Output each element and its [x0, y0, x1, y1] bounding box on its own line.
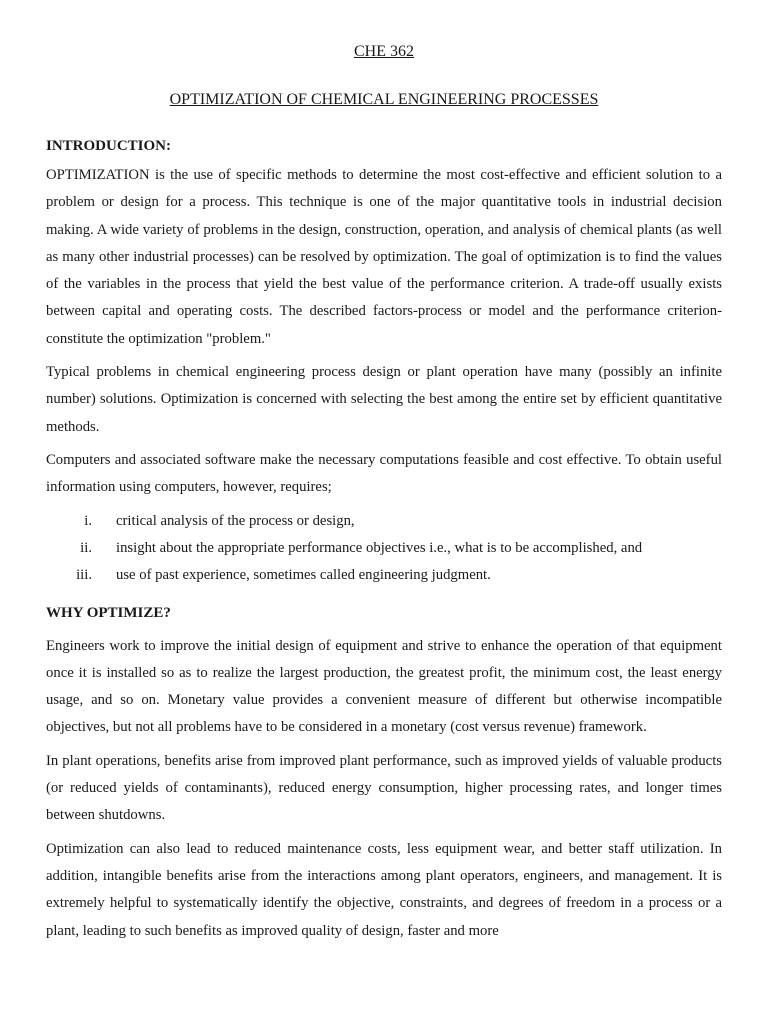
- why-paragraph-3: Optimization can also lead to reduced maintenance costs, less equipment wear, and better staff utilization. In addition, intangible benefits arise from the interactions among plant operators, engineers, and management. It is extremely helpful to systematically identify the objective, constraints, and degrees of freedom in a process or a plant, leading to such benefits as improved quality of design, faster and more: [46, 840, 722, 939]
- why-paragraph-1: Engineers work to improve the initial design of equipment and strive to enhance the operation of that equipment once it is installed so as to realize the largest production, the greatest profit, the minimum cost, the least energy usage, and so on. Monetary value provides a convenient measure of different but otherwise incompatible objectives, but not all problems have to be considered in a monetary (cost versus revenue) framework.: [46, 637, 722, 736]
- introduction-heading: INTRODUCTION:: [46, 138, 172, 154]
- intro-paragraph-3: Computers and associated software make the necessary computations feasible and cost effective. To obtain useful information using computers, however, requires;: [46, 451, 722, 496]
- list-item: [46, 508, 722, 535]
- document-page: [46, 40, 722, 951]
- list-item-text: use of past experience, sometimes called engineering judgment.: [116, 566, 491, 583]
- intro-paragraph-1: OPTIMIZATION is the use of specific methods to determine the most cost-effective and efficient solution to a problem or design for a process. This technique is one of the major quantitative tools in industrial decision making. A wide variety of problems in the design, construction, operation, and analysis of chemical plants (as well as many other industrial processes) can be resolved by optimization. The goal of optimization is to find the values of the variables in the process that yield the best value of the performance criterion. A trade-off usually exists between capital and operating costs. The described factors-process or model and the performance criterion-constitute the optimization "problem.": [46, 167, 722, 347]
- document-title: OPTIMIZATION OF CHEMICAL ENGINEERING PROCESSES: [169, 91, 599, 108]
- list-item: [46, 562, 722, 589]
- list-item: [46, 535, 722, 562]
- list-item-number: ii.: [80, 539, 92, 556]
- list-item-text: insight about the appropriate performance objectives i.e., what is to be accomplished, and: [116, 539, 643, 556]
- list-item-text: critical analysis of the process or design,: [116, 512, 355, 529]
- course-code: CHE 362: [354, 43, 414, 60]
- list-item-number: i.: [84, 512, 92, 529]
- requirements-list: [46, 508, 722, 589]
- why-paragraph-2: In plant operations, benefits arise from improved plant performance, such as improved yields of valuable products (or reduced yields of contaminants), reduced energy consumption, higher processing rates, and longer times between shutdowns.: [46, 752, 722, 824]
- why-optimize-heading: WHY OPTIMIZE?: [46, 604, 171, 621]
- intro-paragraph-2: Typical problems in chemical engineering process design or plant operation have many (possibly an infinite number) solutions. Optimization is concerned with selecting the best among the entire set by efficient quantitative methods.: [46, 364, 722, 435]
- list-item-number: iii.: [76, 566, 92, 583]
